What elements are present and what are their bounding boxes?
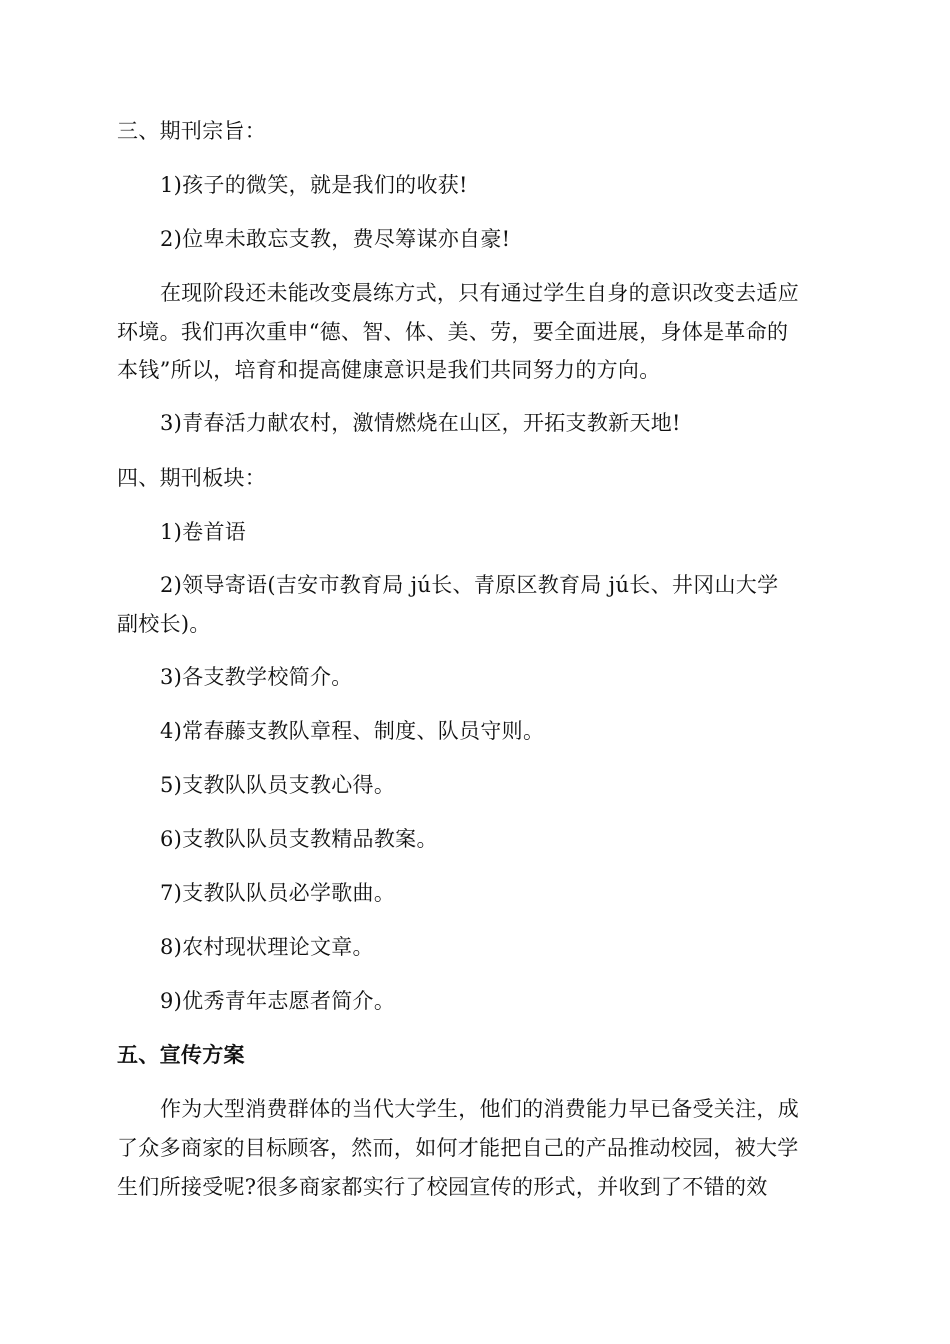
section-3-heading: 三、期刊宗旨： bbox=[117, 119, 267, 143]
section-3-item-3: 3)青春活力献农村，激情燃烧在山区，开拓支教新天地! bbox=[160, 411, 681, 435]
section-4-item-9: 9)优秀青年志愿者简介。 bbox=[160, 989, 396, 1013]
section-5-paragraph-line-1: 作为大型消费群体的当代大学生，他们的消费能力早已备受关注，成 bbox=[160, 1097, 799, 1121]
section-4-item-4: 4)常春藤支教队章程、制度、队员守则。 bbox=[160, 719, 545, 743]
section-5-paragraph-line-2: 了众多商家的目标顾客，然而，如何才能把自己的产品推动校园，被大学 bbox=[117, 1136, 799, 1160]
section-4-item-2-cont: 副校长)。 bbox=[117, 612, 211, 636]
section-4-item-3: 3)各支教学校简介。 bbox=[160, 665, 353, 689]
section-3-paragraph-line-2: 环境。我们再次重申“德、智、体、美、劳，要全面进展，身体是革命的 bbox=[117, 320, 789, 344]
section-3-item-2: 2)位卑未敢忘支教，费尽筹谋亦自豪! bbox=[160, 227, 511, 251]
section-4-item-8: 8)农村现状理论文章。 bbox=[160, 935, 374, 959]
section-3-paragraph-line-3: 本钱”所以，培育和提高健康意识是我们共同努力的方向。 bbox=[117, 358, 661, 382]
section-3-paragraph-line-1: 在现阶段还未能改变晨练方式，只有通过学生自身的意识改变去适应 bbox=[160, 281, 799, 305]
section-4-item-1: 1)卷首语 bbox=[160, 520, 247, 544]
section-5-paragraph-line-3: 生们所接受呢?很多商家都实行了校园宣传的形式，并收到了不错的效 bbox=[117, 1175, 768, 1199]
section-4-item-6: 6)支教队队员支教精品教案。 bbox=[160, 827, 438, 851]
section-4-heading: 四、期刊板块： bbox=[117, 466, 267, 490]
section-4-item-2: 2)领导寄语(吉安市教育局 jú长、青原区教育局 jú长、井冈山大学 bbox=[160, 573, 779, 597]
section-4-item-7: 7)支教队队员必学歌曲。 bbox=[160, 881, 396, 905]
section-4-item-5: 5)支教队队员支教心得。 bbox=[160, 773, 396, 797]
section-3-item-1: 1)孩子的微笑，就是我们的收获! bbox=[160, 173, 468, 197]
section-5-heading: 五、宣传方案 bbox=[117, 1043, 245, 1067]
